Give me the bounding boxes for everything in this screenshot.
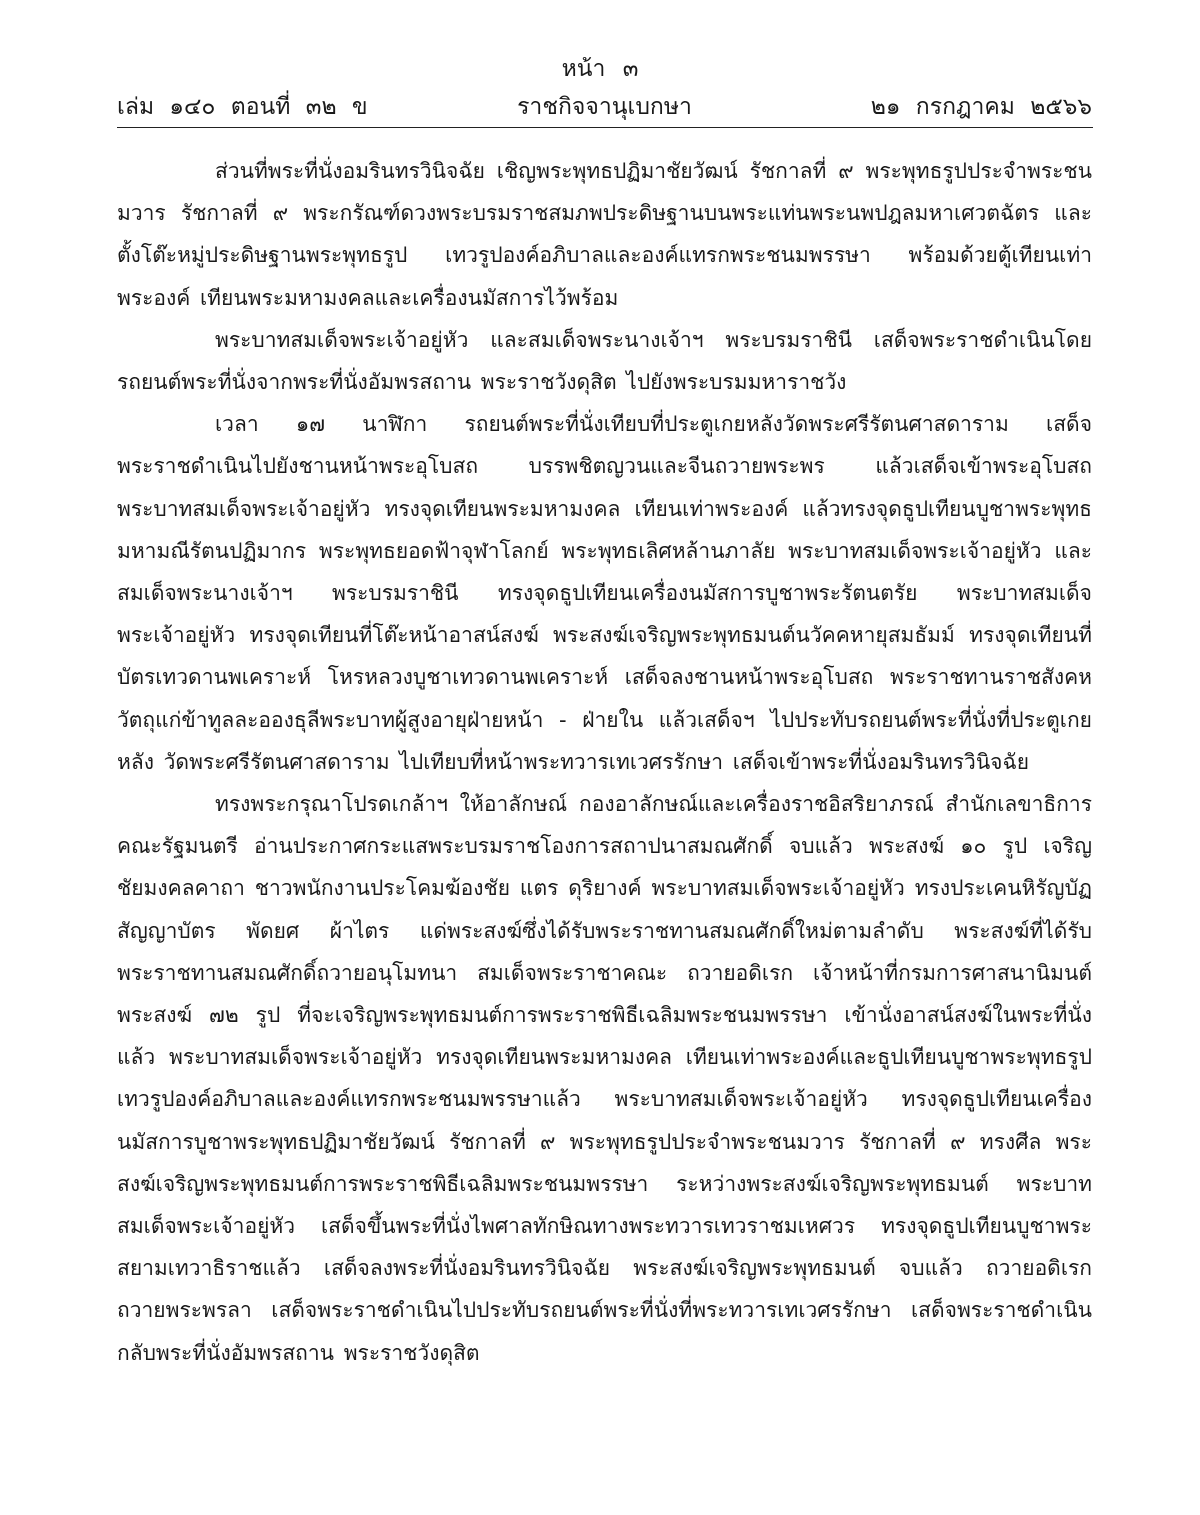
paragraph-1: ส่วนที่พระที่นั่งอมรินทรวินิจฉัย เชิญพระพุทธปฏิมาชัยวัฒน์ รัชกาลที่ ๙ พระพุทธรูปประจำพระชนมวาร รัชกาลที่ ๙ พระกรัณฑ์ดวงพระบรมราชสมภพประดิษฐานบนพระแท่นพระนพปฎลมหาเศวตฉัตร และตั้งโต๊ะหมู่ประดิษฐานพระพุทธรูป เทวรูปองค์อภิบาลและองค์แทรกพระชนมพรรษา พร้อมด้วยตู้เทียนเท่าพระองค์ เทียนพระมหามงคลและเครื่องนมัสการไว้พร้อม <box>117 159 1092 310</box>
publication-date: ๒๑ กรกฎาคม ๒๕๖๖ <box>870 94 1092 120</box>
gazette-header <box>117 90 1092 126</box>
volume-issue: เล่ม ๑๔๐ ตอนที่ ๓๒ ข <box>117 94 368 120</box>
page-number: หน้า ๓ <box>561 56 639 82</box>
header-rule <box>117 127 1093 128</box>
document-body <box>117 150 1092 1374</box>
paragraph-4: ทรงพระกรุณาโปรดเกล้าฯ ให้อาลักษณ์ กองอาลักษณ์และเครื่องราชอิสริยาภรณ์ สำนักเลขาธิการคณะรัฐมนตรี อ่านประกาศกระแสพระบรมราชโองการสถาปนาสมณศักดิ์ จบแล้ว พระสงฆ์ ๑๐ รูป เจริญชัยมงคลคาถา ชาวพนักงานประโคมฆ้องชัย แตร ดุริยางค์ พระบาทสมเด็จพระเจ้าอยู่หัว ทรงประเคนหิรัญบัฏ สัญญาบัตร พัดยศ ผ้าไตร แด่พระสงฆ์ซึ่งได้รับพระราชทานสมณศักดิ์ใหม่ตามลำดับ พระสงฆ์ที่ได้รับพระราชทานสมณศักดิ์ถวายอนุโมทนา สมเด็จพระราชาคณะ ถวายอดิเรก เจ้าหน้าที่กรมการศาสนานิมนต์พระสงฆ์ ๗๒ รูป ที่จะเจริญพระพุทธมนต์การพระราชพิธีเฉลิมพระชนมพรรษา เข้านั่งอาสน์สงฆ์ในพระที่นั่งแล้ว พระบาทสมเด็จพระเจ้าอยู่หัว ทรงจุดเทียนพระมหามงคล เทียนเท่าพระองค์และธูปเทียนบูชาพระพุทธรูป เทวรูปองค์อภิบาลและองค์แทรกพระชนมพรรษาแล้ว พระบาทสมเด็จพระเจ้าอยู่หัว ทรงจุดธูปเทียนเครื่องนมัสการบูชาพระพุทธปฏิมาชัยวัฒน์ รัชกาลที่ ๙ พระพุทธรูปประจำพระชนมวาร รัชกาลที่ ๙ ทรงศีล พระสงฆ์เจริญพระพุทธมนต์การพระราชพิธีเฉลิมพระชนมพรรษา ระหว่างพระสงฆ์เจริญพระพุทธมนต์ พระบาทสมเด็จพระเจ้าอยู่หัว เสด็จขึ้นพระที่นั่งไพศาลทักษิณทางพระทวารเทวราชมเหศวร ทรงจุดธูปเทียนบูชาพระสยามเทวาธิราชแล้ว เสด็จลงพระที่นั่งอมรินทรวินิจฉัย พระสงฆ์เจริญพระพุทธมนต์ จบแล้ว ถวายอดิเรก ถวายพระพรลา เสด็จพระราชดำเนินไปประทับรถยนต์พระที่นั่งที่พระทวารเทเวศรรักษา เสด็จพระราชดำเนินกลับพระที่นั่งอัมพรสถาน พระราชวังดุสิต <box>117 792 1092 1365</box>
paragraph-2: พระบาทสมเด็จพระเจ้าอยู่หัว และสมเด็จพระนางเจ้าฯ พระบรมราชินี เสด็จพระราชดำเนินโดยรถยนต์พระที่นั่งจากพระที่นั่งอัมพรสถาน พระราชวังดุสิต ไปยังพระบรมมหาราชวัง <box>117 327 1092 395</box>
paragraph-3: เวลา ๑๗ นาฬิกา รถยนต์พระที่นั่งเทียบที่ประตูเกยหลังวัดพระศรีรัตนศาสดาราม เสด็จพระราชดำเนินไปยังชานหน้าพระอุโบสถ บรรพชิตญวนและจีนถวายพระพร แล้วเสด็จเข้าพระอุโบสถ พระบาทสมเด็จพระเจ้าอยู่หัว ทรงจุดเทียนพระมหามงคล เทียนเท่าพระองค์ แล้วทรงจุดธูปเทียนบูชาพระพุทธมหามณีรัตนปฏิมากร พระพุทธยอดฟ้าจุฬาโลกย์ พระพุทธเลิศหล้านภาลัย พระบาทสมเด็จพระเจ้าอยู่หัว และสมเด็จพระนางเจ้าฯ พระบรมราชินี ทรงจุดธูปเทียนเครื่องนมัสการบูชาพระรัตนตรัย พระบาทสมเด็จพระเจ้าอยู่หัว ทรงจุดเทียนที่โต๊ะหน้าอาสน์สงฆ์ พระสงฆ์เจริญพระพุทธมนต์นวัคคหายุสมธัมม์ ทรงจุดเทียนที่บัตรเทวดานพเคราะห์ โหรหลวงบูชาเทวดานพเคราะห์ เสด็จลงชานหน้าพระอุโบสถ พระราชทานราชสังคหวัตถุแก่ข้าทูลละอองธุลีพระบาทผู้สูงอายุฝ่ายหน้า - ฝ่ายใน แล้วเสด็จฯ ไปประทับรถยนต์พระที่นั่งที่ประตูเกยหลัง วัดพระศรีรัตนศาสดาราม ไปเทียบที่หน้าพระทวารเทเวศรรักษา เสด็จเข้าพระที่นั่งอมรินทรวินิจฉัย <box>117 412 1092 774</box>
publication-title: ราชกิจจานุเบกษา <box>517 94 692 120</box>
